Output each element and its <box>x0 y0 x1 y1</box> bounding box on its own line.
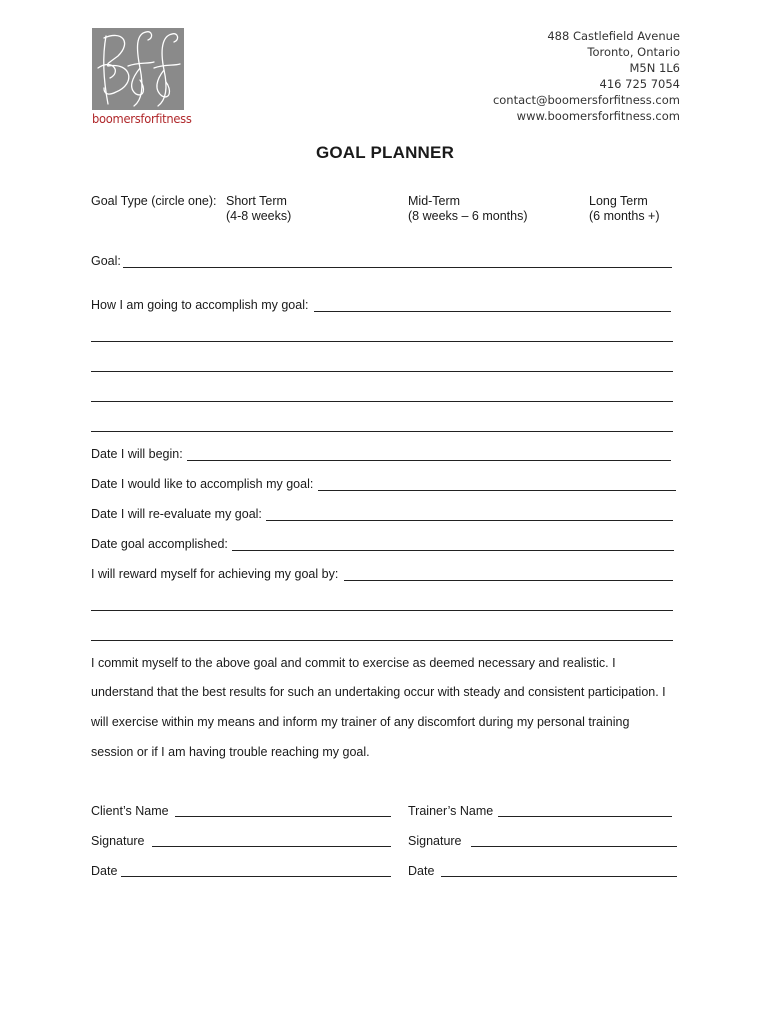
reward-extra-line-1[interactable] <box>91 610 673 611</box>
goal-type-mid-term[interactable]: Mid-Term <box>408 194 461 208</box>
commitment-line-3: will exercise within my means and inform my trainer of any discomfort during my personal training <box>91 715 630 729</box>
trainer-date-label: Date <box>408 864 435 878</box>
page-title: GOAL PLANNER <box>315 143 455 162</box>
client-name-input-line[interactable] <box>175 816 391 817</box>
client-date-input-line[interactable] <box>121 876 391 877</box>
goal-type-long-term-range: (6 months +) <box>589 209 660 223</box>
accomplish-date-label: Date I would like to accomplish my goal: <box>91 477 314 491</box>
trainer-signature-input-line[interactable] <box>471 846 677 847</box>
accomplished-date-label: Date goal accomplished: <box>91 537 228 551</box>
how-extra-line-2[interactable] <box>91 371 673 372</box>
company-logo <box>92 28 192 126</box>
accomplish-date-input-line[interactable] <box>318 490 676 491</box>
logo-mark <box>92 28 184 110</box>
goal-type-long-term[interactable]: Long Term <box>589 194 648 208</box>
goal-type-mid-term-range: (8 weeks – 6 months) <box>408 209 528 223</box>
reevaluate-date-label: Date I will re-evaluate my goal: <box>91 507 262 521</box>
address-email[interactable]: contact@boomersforfitness.com <box>492 93 680 107</box>
trainer-name-input-line[interactable] <box>498 816 672 817</box>
address-city: Toronto, Ontario <box>587 45 680 59</box>
commitment-line-4: session or if I am having trouble reaching my goal. <box>91 745 370 759</box>
reevaluate-date-input-line[interactable] <box>266 520 673 521</box>
address-street: 488 Castlefield Avenue <box>547 29 680 43</box>
logo-wordmark: boomersforfitness <box>92 111 192 126</box>
client-date-label: Date <box>91 864 118 878</box>
address-phone: 416 725 7054 <box>599 77 680 91</box>
accomplished-date-input-line[interactable] <box>232 550 674 551</box>
trainer-date-input-line[interactable] <box>441 876 677 877</box>
company-address <box>493 28 680 124</box>
client-signature-label: Signature <box>91 834 145 848</box>
how-extra-line-4[interactable] <box>91 431 673 432</box>
trainer-name-label: Trainer’s Name <box>408 804 494 818</box>
address-postal: M5N 1L6 <box>629 61 680 75</box>
reward-extra-line-2[interactable] <box>91 640 673 641</box>
goal-type-short-term-range: (4-8 weeks) <box>226 209 292 223</box>
goal-type-label: Goal Type (circle one): <box>91 194 217 208</box>
goal-type-short-term[interactable]: Short Term <box>226 194 287 208</box>
commitment-line-1: I commit myself to the above goal and commit to exercise as deemed necessary and realistic. I <box>91 656 616 670</box>
goal-label: Goal: <box>91 254 121 268</box>
goal-input-line[interactable] <box>123 267 672 268</box>
reward-label: I will reward myself for achieving my goal by: <box>91 567 339 581</box>
client-name-label: Client’s Name <box>91 804 169 818</box>
how-extra-line-3[interactable] <box>91 401 673 402</box>
client-signature-input-line[interactable] <box>152 846 391 847</box>
how-extra-line-1[interactable] <box>91 341 673 342</box>
address-website[interactable]: www.boomersforfitness.com <box>516 109 680 123</box>
how-input-line[interactable] <box>314 311 671 312</box>
trainer-signature-label: Signature <box>408 834 462 848</box>
reward-input-line[interactable] <box>344 580 673 581</box>
commitment-line-2: understand that the best results for such an undertaking occur with steady and consistent participation. I <box>91 685 666 699</box>
begin-date-input-line[interactable] <box>187 460 671 461</box>
how-label: How I am going to accomplish my goal: <box>91 298 309 312</box>
begin-date-label: Date I will begin: <box>91 447 183 461</box>
